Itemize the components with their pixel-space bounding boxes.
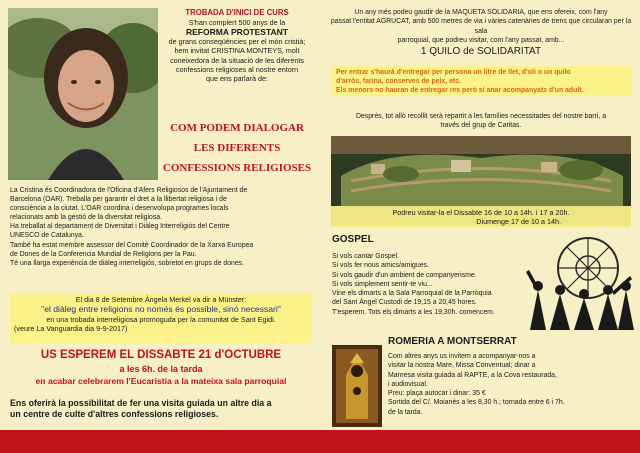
talk-topic-line: LES DIFERENTS: [193, 142, 281, 154]
donation-notice: [332, 66, 632, 96]
merkel-quote-box: [10, 293, 312, 343]
bio-line: La Cristina és Coordinadora de l'Oficina d'Afers Religiosos de l'Ajuntament de: [10, 187, 248, 194]
romeria-line: visitar la nostra Mare, Missa Conventual; dinar a: [388, 362, 536, 370]
event-mass: en acabar celebrarem l'Eucaristia a la mateixa sala parroquial: [35, 376, 287, 386]
maqueta-line: passat l'entitat AGRUCAT, amb 500 metres de via i vàries catenàries de trens que circularan per la sala: [330, 18, 632, 35]
notice-line: Per entrar s'haurà d'entregar per persona un litre de llet, d'oli o un quilo: [336, 69, 571, 76]
gospel-title: GOSPEL: [332, 234, 374, 245]
gospel-line: Vine els dimarts a la Sala Parroquial de la Parròquia: [332, 290, 492, 298]
head-line: que ens parlarà de:: [206, 74, 268, 84]
talk-topic-line: COM PODEM DIALOGAR: [170, 122, 304, 134]
maqueta-text: [330, 8, 632, 45]
head-line: coneixedora de la situació de les diferents: [170, 55, 304, 65]
visit-footer-line: un centre de culte d'altres confessions religioses.: [10, 409, 219, 419]
head-line: S'han complert 500 anys de la: [188, 18, 286, 27]
speaker-bio: [10, 186, 312, 268]
gospel-line: Si vols simplement sentir-te viu...: [332, 280, 433, 288]
romeria-line: Sortida del C/. Moianès a les 8,30 h.; tornada entre 6 i 7h.: [388, 399, 565, 407]
caritas-text: [330, 112, 632, 130]
romeria-line: Com altres anys us invitem a acompanyar-nos a: [388, 353, 536, 360]
bio-line: UNESCO de Catalunya.: [10, 232, 84, 240]
visit-footer-line: Ens oferirà la possibilitat de fer una visita guiada un altre dia a: [10, 398, 272, 408]
maqueta-line: Un any més podeu gaudir de la MAQUETA SOLIDARIA, que ens ofereix, com l'any: [354, 9, 608, 16]
romeria-text: [388, 352, 636, 417]
quilo-solidaritat: 1 QUILO de SOLIDARITAT: [420, 46, 542, 57]
bio-line: Barcelona (OAR). Treballa per garantir el dret a la llibertat religiosa i de: [10, 196, 227, 204]
bio-line: consciència a la ciutat. L'OAR coordina i desenvolupa programes locals: [10, 205, 229, 213]
event-time: a les 6h. de la tarda: [119, 364, 203, 374]
head-line: de grans conseqüències per el món cristià;: [168, 37, 306, 47]
head-line-reforma: REFORMA PROTESTANT: [186, 27, 288, 38]
bio-line: de Dones de la Conferencia Mundial de Religions per la Pau.: [10, 250, 197, 258]
head-line: hem invitat CRISTINA MONTEYS, molt: [174, 46, 300, 56]
train-visit-caption: [331, 206, 631, 228]
merkel-quote: "el diàleg entre religions no només és possible, sinó necessari": [41, 304, 281, 315]
train-caption-line: Podreu visitar-la el Dissabte 16 de 10 a 14h. i 17 a 20h.: [392, 208, 570, 217]
gospel-choir-illustration: [522, 232, 634, 330]
bottom-color-band: [0, 430, 640, 453]
bio-line: relacionats amb la gestió de la diversitat religiosa.: [10, 214, 163, 222]
gospel-line: Si vols fer nous amics/amigues.: [332, 262, 429, 270]
event-header-title: TROBADA D'INICI DE CURS: [185, 8, 289, 17]
head-line: confessions religioses al nostre entorn: [175, 64, 299, 74]
gospel-line: Si vols cantar Gospel.: [332, 253, 400, 260]
talk-topic-line: CONFESSIONS RELIGIOSES: [162, 162, 312, 174]
gospel-text: [332, 252, 532, 317]
bio-line: Ha treballat al departament de Diversitat i Diàleg Interreligiós del Centre: [10, 223, 230, 231]
gospel-line: del Sant Àngel Custodi de 19,15 a 20,45 hores.: [332, 299, 477, 307]
visit-footer: [10, 398, 314, 420]
caritas-line: través del grup de Caritas.: [440, 122, 522, 130]
merkel-source: (veure La Vanguardia dia 9-9-2017): [14, 324, 128, 334]
bio-line: També ha estat membre assessor del Comitè Coordinador de la Xarxa Europea: [10, 241, 254, 249]
montserrat-virgin-photo: [332, 345, 382, 427]
merkel-after: en una trobada interreligiosa promoguda per la comunitat de Sant Egidi.: [46, 315, 276, 325]
event-header: [162, 8, 312, 83]
talk-topic: [162, 118, 312, 178]
notice-line: d'arròs, farina, conserves de peix, etc.: [336, 78, 461, 85]
notice-line: Els menors no hauran de entregar res però sí anar acompanyats d'un adult.: [336, 87, 584, 94]
train-caption-line: Diumenge 17 de 10 a 14h.: [476, 217, 561, 227]
bio-line: Té una llarga experiència de diàleg interreligiós, sobretot en grups de dones.: [10, 259, 245, 267]
romeria-line: Preu: plaça autocar i dinar: 35 €: [388, 390, 486, 398]
caritas-line: Després, tot allò recollit serà repartit a les famílies necessitades del nostre barri, a: [355, 113, 607, 120]
maqueta-line: parroquial, que podreu visitar, com l'any passat, amb...: [397, 36, 565, 44]
merkel-intro: El dia 8 de Setembre Àngela Merkel va dir a Münster:: [75, 295, 247, 304]
gospel-line: T'esperem. Tots els dimarts a les 19,30h. comencem.: [332, 308, 495, 316]
speaker-photo: [8, 8, 158, 180]
romeria-line: Manresa visita guiada al RAPTE, a la Cova restaurada,: [388, 371, 557, 379]
event-date: US ESPEREM EL DISSABTE 21 d'OCTUBRE: [40, 349, 282, 361]
romeria-title: ROMERIA A MONTSERRAT: [388, 336, 517, 347]
gospel-line: Si vols gaudir d'un ambient de companyerisme.: [332, 271, 477, 279]
romeria-line: i audiovisual.: [388, 380, 428, 388]
romeria-line: de la tarda.: [388, 408, 423, 416]
